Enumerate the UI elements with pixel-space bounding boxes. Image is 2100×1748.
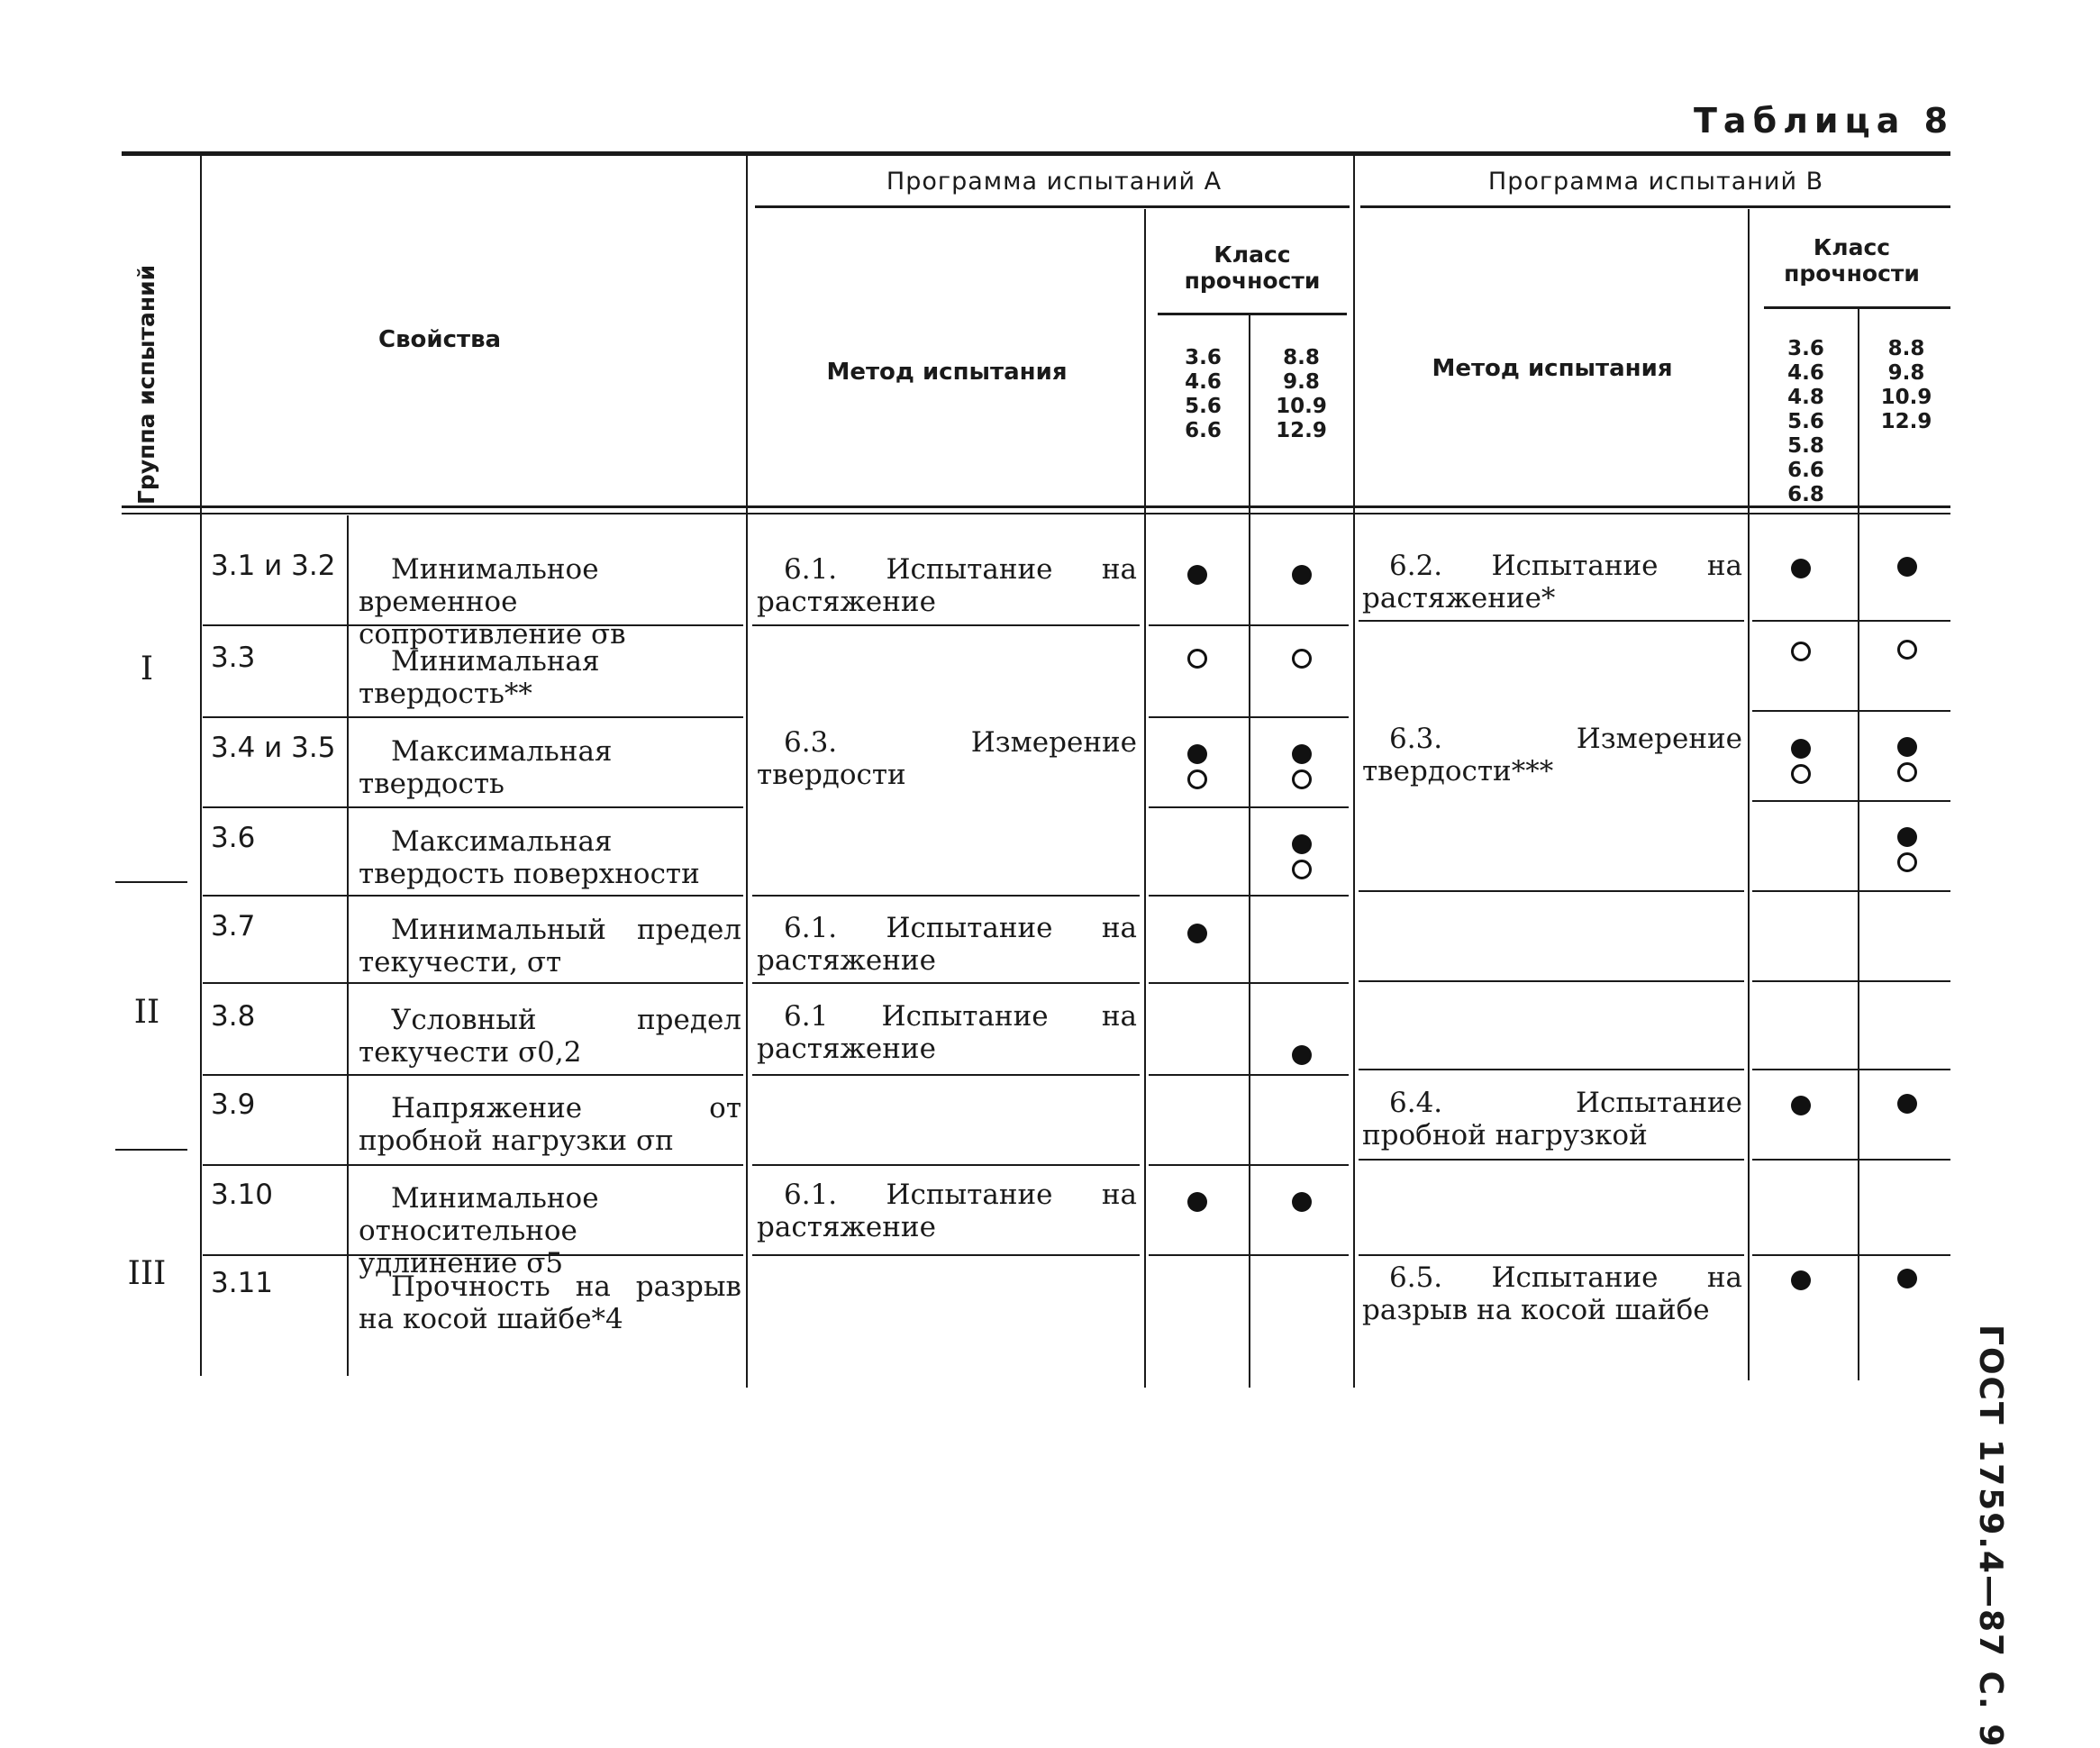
method-a-sep (752, 1074, 1140, 1076)
filled-circle-icon (1897, 1269, 1917, 1288)
method-b-sep (1359, 1069, 1744, 1070)
group-label: I (140, 651, 154, 687)
class-a-sep (1149, 624, 1349, 626)
property-text: Минимальное относительное удлинение σ5 (359, 1182, 599, 1279)
filled-circle-icon (1791, 559, 1811, 578)
property-text: Напряжение от пробной нагрузки σп (359, 1092, 741, 1157)
header-method-b: Метод испытания (1432, 355, 1673, 382)
row-number: 3.6 (211, 822, 256, 854)
row-sep (203, 806, 743, 808)
row-number: 3.1 и 3.2 (211, 550, 336, 582)
class-b-sep (1752, 1159, 1950, 1161)
filled-circle-icon (1897, 557, 1917, 577)
row-number: 3.9 (211, 1088, 256, 1121)
vline-method-b (1748, 209, 1750, 1380)
classes-a-low: 3.6 4.6 5.6 6.6 (1185, 346, 1222, 442)
vline-method-a (1144, 209, 1146, 1388)
method-a-text: 6.1. Испытание на растяжение (757, 1179, 1137, 1243)
open-circle-icon (1791, 764, 1811, 784)
row-number: 3.10 (211, 1179, 274, 1211)
table-title: Таблица 8 (1694, 101, 1955, 141)
class-a-sep (1149, 716, 1349, 718)
class-a-sep (1149, 1074, 1349, 1076)
property-text: Максимальная твердость поверхности (359, 825, 700, 890)
class-b-sep (1752, 1254, 1950, 1256)
class-b-sep (1752, 890, 1950, 892)
group-label: II (133, 994, 160, 1031)
method-b-sep (1359, 890, 1744, 892)
class-a-sep (1149, 982, 1349, 984)
header-program-b: Программа испытаний В (1487, 168, 1824, 196)
row-sep (203, 1074, 743, 1076)
method-a-text: 6.1 Испытание на растяжение (757, 1000, 1137, 1065)
filled-circle-icon (1187, 1192, 1207, 1212)
vline-prog-split (1353, 155, 1355, 1388)
method-a-sep (752, 624, 1140, 626)
filled-circle-icon (1292, 565, 1312, 585)
method-b-text: 6.4. Испытание пробной нагрузкой (1362, 1087, 1742, 1152)
property-text: Максимальная твердость (359, 735, 613, 800)
group-sep-1 (115, 881, 187, 883)
open-circle-icon (1791, 642, 1811, 661)
filled-circle-icon (1897, 827, 1917, 847)
method-b-sep (1359, 1159, 1744, 1161)
rule-program-a (755, 205, 1350, 208)
open-circle-icon (1897, 852, 1917, 872)
top-rule (122, 151, 1950, 156)
class-b-sep (1752, 980, 1950, 982)
filled-circle-icon (1292, 744, 1312, 764)
filled-circle-icon (1292, 1045, 1312, 1065)
open-circle-icon (1187, 649, 1207, 669)
filled-circle-icon (1791, 1096, 1811, 1115)
row-number: 3.3 (211, 642, 256, 674)
vline-group (200, 155, 202, 1376)
header-group-label: Группа испытаний (133, 264, 159, 505)
class-b-sep (1752, 710, 1950, 712)
open-circle-icon (1187, 769, 1207, 789)
rule-class-a (1158, 313, 1347, 315)
row-sep (203, 895, 743, 897)
method-a-text: 6.1. Испытание на растяжение (757, 912, 1137, 977)
class-b-sep (1752, 800, 1950, 802)
filled-circle-icon (1292, 1192, 1312, 1212)
header-properties: Свойства (378, 326, 502, 353)
class-a-sep (1149, 1254, 1349, 1256)
method-a-sep (752, 982, 1140, 984)
vline-props (746, 155, 748, 1388)
property-text: Минимальное временное сопротивление σв (359, 553, 626, 651)
method-a-sep (752, 895, 1140, 897)
vline-class-b (1858, 307, 1859, 1380)
rule-program-b (1360, 205, 1950, 208)
method-b-sep (1359, 980, 1744, 982)
open-circle-icon (1292, 769, 1312, 789)
filled-circle-icon (1791, 739, 1811, 759)
row-sep (203, 716, 743, 718)
method-b-text: 6.3. Измерение твердости*** (1362, 723, 1742, 788)
row-number: 3.8 (211, 1000, 256, 1033)
filled-circle-icon (1897, 737, 1917, 757)
filled-circle-icon (1897, 1094, 1917, 1114)
open-circle-icon (1292, 860, 1312, 879)
class-a-sep (1149, 1164, 1349, 1166)
row-number: 3.4 и 3.5 (211, 732, 336, 764)
classes-a-high: 8.8 9.8 10.9 12.9 (1276, 346, 1327, 442)
open-circle-icon (1897, 762, 1917, 782)
property-text: Прочность на разрыв на косой шайбе*4 (359, 1270, 741, 1335)
property-text: Минимальный предел текучести, σт (359, 914, 741, 979)
method-a-sep (752, 1254, 1140, 1256)
property-text: Условный предел текучести σ0,2 (359, 1004, 741, 1069)
class-a-sep (1149, 895, 1349, 897)
method-b-sep (1359, 1254, 1744, 1256)
page-side-header: ГОСТ 1759.4—87 С. 9 (1972, 1325, 2009, 1748)
group-sep-2 (115, 1149, 187, 1151)
filled-circle-icon (1791, 1270, 1811, 1290)
open-circle-icon (1897, 640, 1917, 660)
method-b-text: 6.5. Испытание на разрыв на косой шайбе (1362, 1261, 1742, 1326)
class-b-sep (1752, 620, 1950, 622)
header-program-a: Программа испытаний А (886, 168, 1223, 196)
classes-b-low: 3.6 4.6 4.8 5.6 5.8 6.6 6.8 (1787, 337, 1824, 506)
row-sep (203, 1164, 743, 1166)
method-a-sep (752, 1164, 1140, 1166)
vline-num (347, 515, 349, 1376)
class-b-sep (1752, 1069, 1950, 1070)
method-b-text: 6.2. Испытание на растяжение* (1362, 550, 1742, 615)
classes-b-high: 8.8 9.8 10.9 12.9 (1880, 337, 1932, 433)
group-label: III (127, 1255, 167, 1292)
row-sep (203, 982, 743, 984)
filled-circle-icon (1292, 834, 1312, 854)
filled-circle-icon (1187, 744, 1207, 764)
header-class-b: Класс прочности (1784, 234, 1920, 287)
property-text: Минимальная твердость** (359, 645, 600, 710)
row-number: 3.11 (211, 1267, 274, 1299)
method-b-sep (1359, 620, 1744, 622)
method-a-text: 6.3. Измерение твердости (757, 726, 1137, 791)
class-a-sep (1149, 806, 1349, 808)
header-method-a: Метод испытания (826, 359, 1068, 386)
filled-circle-icon (1187, 565, 1207, 585)
row-number: 3.7 (211, 910, 256, 942)
header-class-a: Класс прочности (1184, 241, 1321, 294)
header-rule-2 (122, 513, 1950, 514)
method-a-text: 6.1. Испытание на растяжение (757, 553, 1137, 618)
header-rule-1 (122, 505, 1950, 508)
vline-class-a (1249, 314, 1250, 1388)
filled-circle-icon (1187, 924, 1207, 943)
open-circle-icon (1292, 649, 1312, 669)
